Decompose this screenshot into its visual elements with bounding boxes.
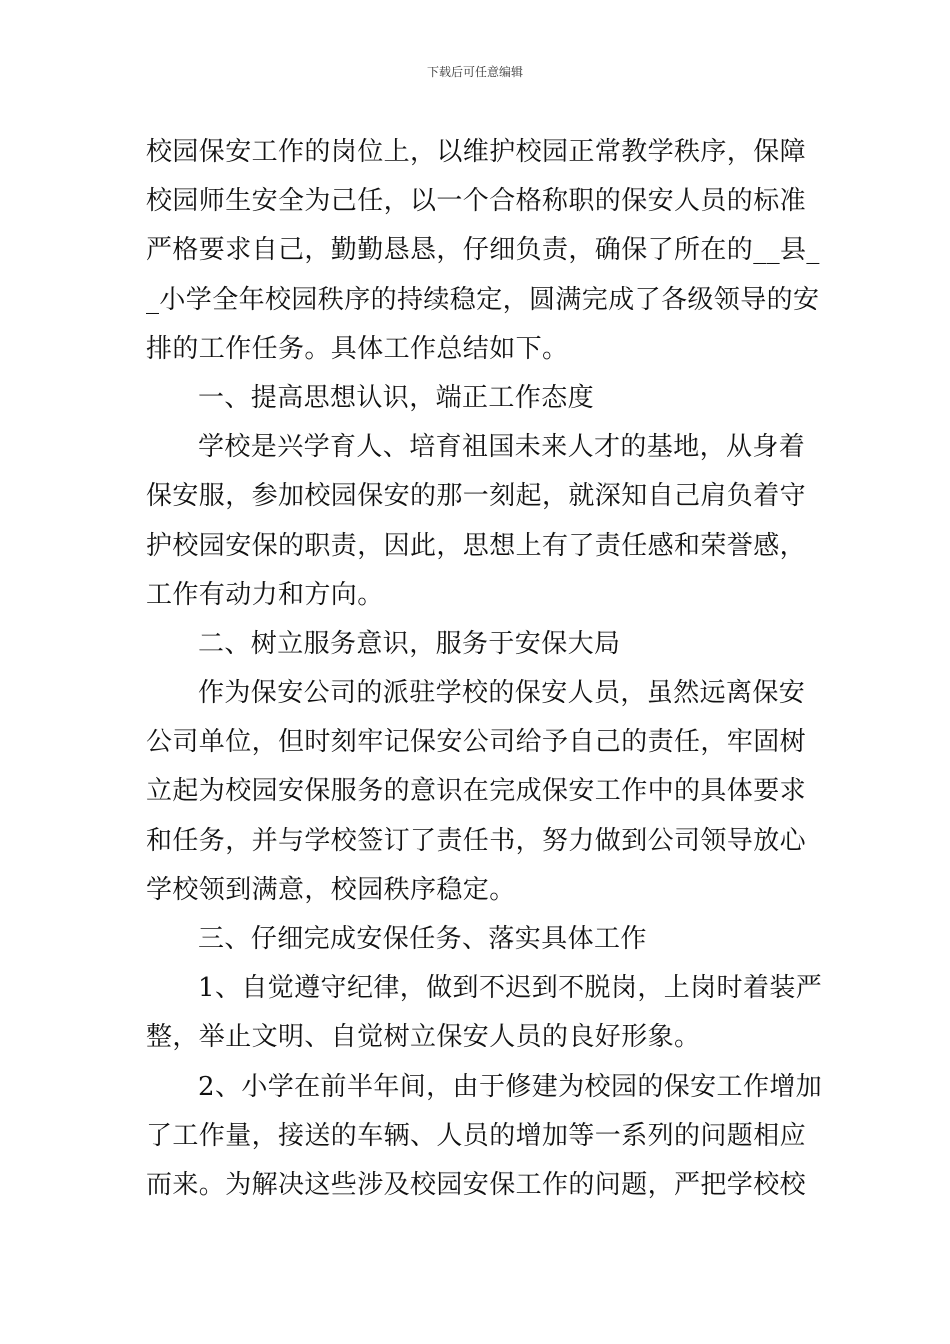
- section-heading-2: 二、树立服务意识，服务于安保大局: [198, 628, 621, 659]
- section-heading-1: 一、提高思想认识，端正工作态度: [198, 382, 595, 413]
- text-line: 了工作量，接送的车辆、人员的增加等一系列的问题相应: [146, 1120, 807, 1151]
- text-line: 和任务，并与学校签订了责任书，努力做到公司领导放心: [146, 825, 807, 856]
- page-header-note: 下载后可任意编辑: [426, 65, 523, 79]
- text-line: 严格要求自己，勤勤恳恳，仔细负责，确保了所在的__县_: [146, 235, 820, 266]
- text-line: 工作有动力和方向。: [146, 579, 384, 610]
- text-line: 而来。为解决这些涉及校园安保工作的问题，严把学校校: [146, 1169, 807, 1200]
- text-line: 整，举止文明、自觉树立保安人员的良好形象。: [146, 1022, 701, 1053]
- document-body: [146, 128, 823, 1210]
- text-line: 作为保安公司的派驻学校的保安人员，虽然远离保安: [198, 678, 806, 709]
- text-line: 1、自觉遵守纪律，做到不迟到不脱岗，上岗时着装严: [198, 973, 823, 1004]
- text-line: 公司单位，但时刻牢记保安公司给予自己的责任，牢固树: [146, 727, 807, 758]
- section-heading-3: 三、仔细完成安保任务、落实具体工作: [198, 924, 647, 954]
- text-line: 护校园安保的职责，因此，思想上有了责任感和荣誉感，: [146, 530, 807, 561]
- text-line: 校园保安工作的岗位上，以维护校园正常教学秩序，保障: [146, 137, 807, 167]
- text-line: _小学全年校园秩序的持续稳定，圆满完成了各级领导的安: [146, 284, 820, 315]
- text-line: 排的工作任务。具体工作总结如下。: [146, 333, 569, 364]
- text-line: 学校是兴学育人、培育祖国未来人才的基地，从身着: [198, 432, 806, 463]
- text-line: 校园师生安全为己任，以一个合格称职的保安人员的标准: [146, 186, 807, 217]
- text-line: 立起为校园安保服务的意识在完成保安工作中的具体要求: [146, 776, 807, 807]
- text-line: 保安服，参加校园保安的那一刻起，就深知自己肩负着守: [146, 481, 807, 512]
- text-line: 学校领到满意，校园秩序稳定。: [146, 874, 516, 905]
- text-line: 2、小学在前半年间，由于修建为校园的保安工作增加: [198, 1071, 823, 1102]
